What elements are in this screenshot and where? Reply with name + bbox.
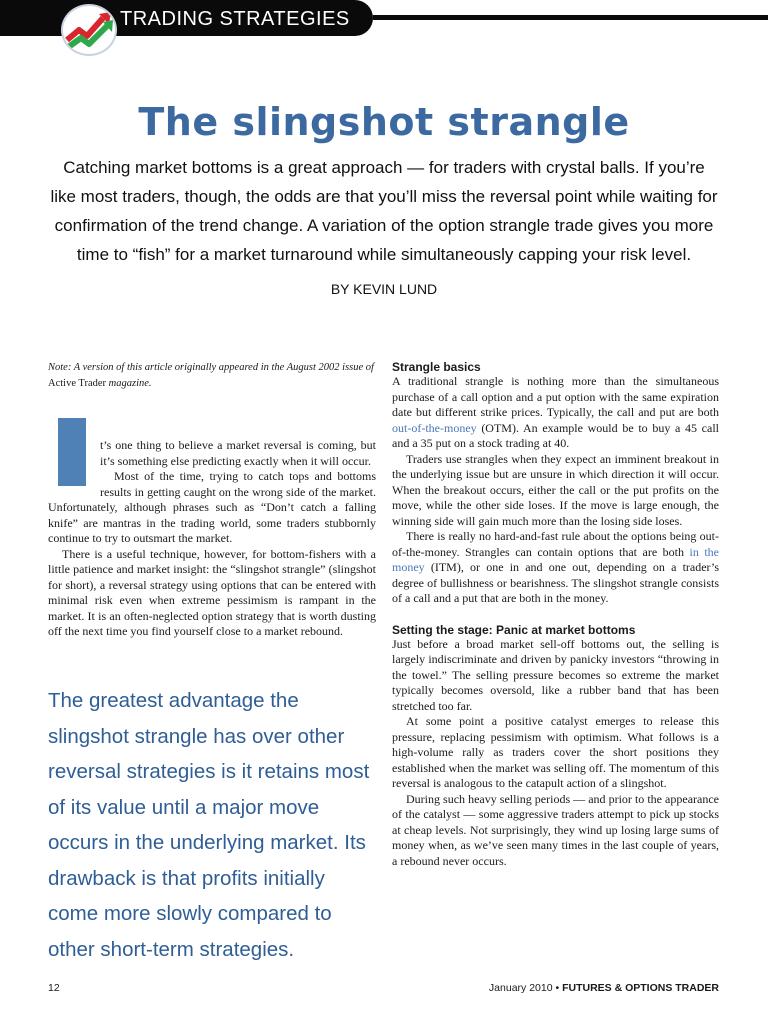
paragraph: There is a useful technique, however, for bottom-fishers with a little patience and market insight: the “slingshot strangle” (slingshot for short), a reversal strategy using options that can be entered with minimal risk even when extreme pessimism is rampant in the market. It is an often-neglected option strategy that is worth dusting off the next time you find yourself close to a market rebound. bbox=[48, 546, 376, 638]
drop-cap-bar bbox=[58, 418, 86, 486]
paragraph: A traditional strangle is nothing more than the simultaneous purchase of a call option and a put option with the same expiration date but different strike prices. Typically, the call and put are both out-of-the-money (OTM). An example would be to buy a 45 call and a 35 put on a stock trading at 40. bbox=[392, 374, 719, 450]
glossary-link[interactable]: in the money bbox=[392, 544, 719, 574]
intro bbox=[48, 418, 376, 469]
header-rule bbox=[373, 15, 768, 20]
paragraph: t’s one thing to believe a market reversal is coming, but it’s something else predicting exactly when it will occur. bbox=[100, 438, 376, 468]
right-column bbox=[392, 360, 719, 869]
section-label: TRADING STRATEGIES bbox=[120, 8, 350, 30]
pull-quote: The greatest advantage the slingshot strangle has over other reversal strategies is it retains most of its value until a major move occurs in the underlying market. Its drawback is that profits initially come more slowly compared to other short-term strategies. bbox=[48, 689, 370, 961]
paragraph: Traders use strangles when they expect an imminent breakout in the underlying issue but are unsure in which direction it will occur. When the breakout occurs, either the call or the put profits on the move, while the other side loses. If the move is large enough, the winning side will gain much more than the losing side loses. bbox=[392, 451, 719, 528]
trend-arrow-logo-icon bbox=[61, 4, 117, 56]
article-title: The slingshot strangle bbox=[138, 100, 630, 144]
subheading: Setting the stage: Panic at market bottoms bbox=[392, 622, 636, 637]
subheading: Strangle basics bbox=[392, 360, 481, 374]
paragraph: There is really no hard-and-fast rule about the options being out-of-the-money. Strangles can contain options that are both in the money (ITM), or one in and one out, depending on a trader’s degree of bullishness or bearishness. The slingshot strangle consists of a call and a put that are both in the money. bbox=[392, 529, 719, 605]
page-number: 12 bbox=[48, 982, 60, 994]
byline: BY KEVIN LUND bbox=[330, 281, 438, 297]
article-deck: Catching market bottoms is a great approach — for traders with crystal balls. If you’re like most traders, though, the odds are that you’ll miss the reversal point while waiting for confirmation of the trend change. A variation of the option strangle trade gives you more time to “fish” for a market turnaround while simultaneously capping your risk level. bbox=[50, 158, 718, 264]
glossary-link[interactable]: out-of-the-money bbox=[392, 420, 477, 435]
section-header bbox=[0, 0, 768, 40]
left-column bbox=[48, 360, 376, 640]
paragraph: At some point a positive catalyst emerges to release this pressure, replacing pessimism with optimism. What follows is a high-volume rally as traders cover the short positions they established when the market was selling off. The momentum of this reversal is analogous to the catapult action of a slingshot. bbox=[392, 714, 719, 790]
paragraph: During such heavy selling periods — and prior to the appearance of the catalyst — some aggressive traders attempt to pick up stocks at cheap levels. Not surprisingly, they wind up losing large sums of money when, as we’ve seen many times in the last couple of years, a rebound never occurs. bbox=[392, 791, 719, 868]
footer-issue: January 2010 • FUTURES & OPTIONS TRADER bbox=[488, 982, 719, 994]
paragraph: Just before a broad market sell-off bottoms out, the selling is largely indiscriminate and driven by panicky investors “throwing in the towel.” The selling pressure becomes so extreme the market typically becomes oversold, like a rubber band that has been stretched too far. bbox=[392, 636, 719, 713]
editor-note: Note: A version of this article originally appeared in the August 2002 issue of Active Trader magazine. bbox=[48, 362, 374, 389]
paragraph: Most of the time, trying to catch tops and bottoms results in getting caught on the wrong side of the market. Unfortunately, although phrases such as “Don’t catch a falling knife” are mantras in the trading world, some traders stubbornly continue to try to outsmart the market. bbox=[48, 469, 376, 545]
